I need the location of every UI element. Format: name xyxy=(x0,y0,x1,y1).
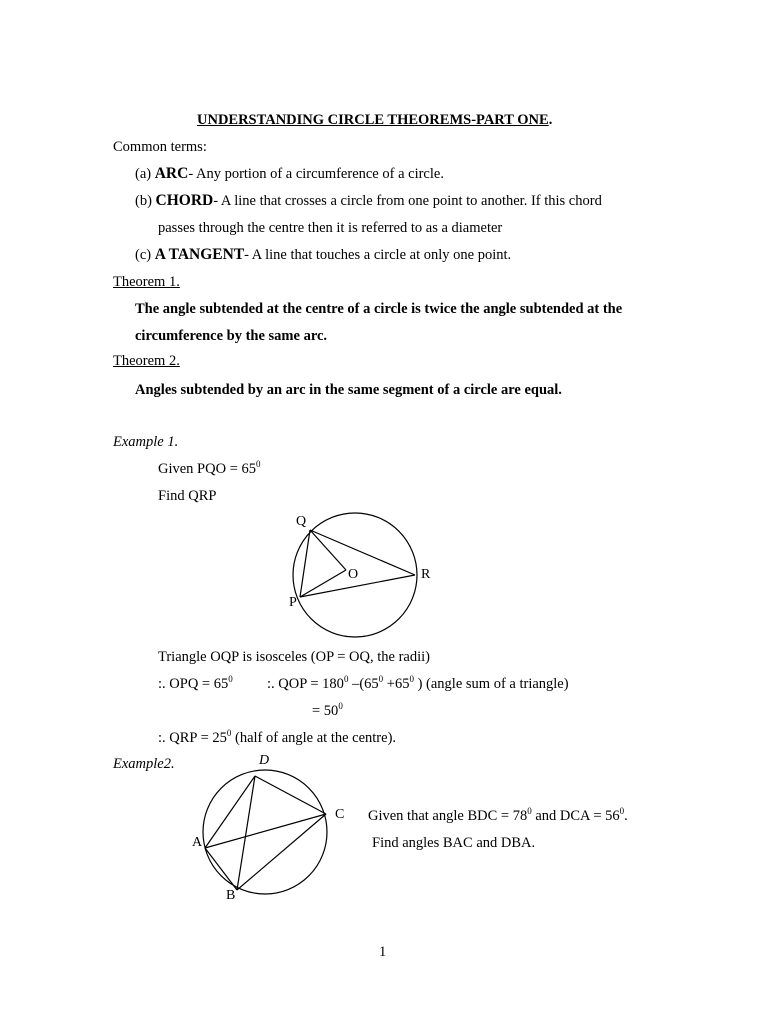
point-label-q: Q xyxy=(296,514,307,529)
example-2-given xyxy=(368,807,628,825)
given-text: . xyxy=(624,808,628,824)
term-name: A TANGENT xyxy=(154,246,245,263)
solution-text: = 50 xyxy=(312,703,339,719)
degree-superscript: 0 xyxy=(619,806,625,816)
term-name: CHORD xyxy=(155,192,214,209)
point-label-b: B xyxy=(226,888,236,903)
solution-text: ) (angle sum of a triangle) xyxy=(413,676,569,692)
chord-ac xyxy=(205,814,326,848)
solution-text: :. QOP = 180 xyxy=(267,676,344,692)
term-marker: (b) xyxy=(135,193,152,209)
title-text: UNDERSTANDING CIRCLE THEOREMS-PART ONE xyxy=(197,112,549,128)
degree-superscript: 0 xyxy=(409,674,414,684)
example-1-find: Find QRP xyxy=(158,488,217,504)
example-2-find: Find angles BAC and DBA. xyxy=(372,835,536,851)
term-name: ARC xyxy=(154,165,189,182)
term-chord-continued: passes through the centre then it is referred to as a diameter xyxy=(158,220,503,236)
degree-superscript: 0 xyxy=(527,806,532,816)
solution-text: –(65 xyxy=(348,676,379,692)
given-text: and DCA = 56 xyxy=(531,808,620,824)
theorem-1-statement-line: The angle subtended at the centre of a circle is twice the angle subtended at the xyxy=(135,301,623,317)
degree-superscript: 0 xyxy=(338,701,343,711)
degree-superscript: 0 xyxy=(228,674,233,684)
given-text: Given PQO = 65 xyxy=(158,461,256,477)
common-terms-heading: Common terms: xyxy=(113,139,207,155)
chord-db xyxy=(237,776,255,890)
page-number: 1 xyxy=(379,944,387,960)
degree-superscript: 0 xyxy=(226,728,232,738)
theorem-2-label: Theorem 2. xyxy=(113,353,180,369)
given-text: Given that angle BDC = 78 xyxy=(368,808,528,824)
term-marker: (c) xyxy=(135,247,152,263)
solution-text: :. QRP = 25 xyxy=(158,730,227,746)
term-definition: - A line that touches a circle at only one point. xyxy=(244,247,512,263)
example-2-label: Example2. xyxy=(113,756,175,772)
theorem-2-statement-line: Angles subtended by an arc in the same segment of a circle are equal. xyxy=(135,382,562,398)
degree-superscript: 0 xyxy=(378,674,384,684)
example-1-label: Example 1. xyxy=(113,434,179,450)
chord-ab xyxy=(205,848,237,890)
term-definition: - A line that crosses a circle from one point to another. If this chord xyxy=(213,193,602,209)
theorem-1-statement-line: circumference by the same arc. xyxy=(135,328,328,344)
term-definition: - Any portion of a circumference of a circle. xyxy=(188,166,444,182)
solution-line-1: Triangle OQP is isosceles (OP = OQ, the radii) xyxy=(158,649,430,665)
point-label-o: O xyxy=(348,567,359,582)
point-label-p: P xyxy=(289,595,297,610)
title-end: . xyxy=(548,112,553,128)
point-label-a: A xyxy=(192,835,203,850)
degree-superscript: 0 xyxy=(343,674,349,684)
solution-text: (half of angle at the centre). xyxy=(231,730,397,746)
degree-superscript: 0 xyxy=(256,459,261,469)
point-label-d: D xyxy=(259,753,270,768)
solution-text: +65 xyxy=(383,676,410,692)
point-label-c: C xyxy=(335,807,345,822)
solution-text: :. OPQ = 65 xyxy=(158,676,229,692)
theorem-1-label: Theorem 1. xyxy=(113,274,180,290)
chord-da xyxy=(205,776,255,848)
term-marker: (a) xyxy=(135,166,152,182)
point-label-r: R xyxy=(421,567,431,582)
circle-outline xyxy=(203,770,327,894)
chord-bc xyxy=(237,814,326,890)
